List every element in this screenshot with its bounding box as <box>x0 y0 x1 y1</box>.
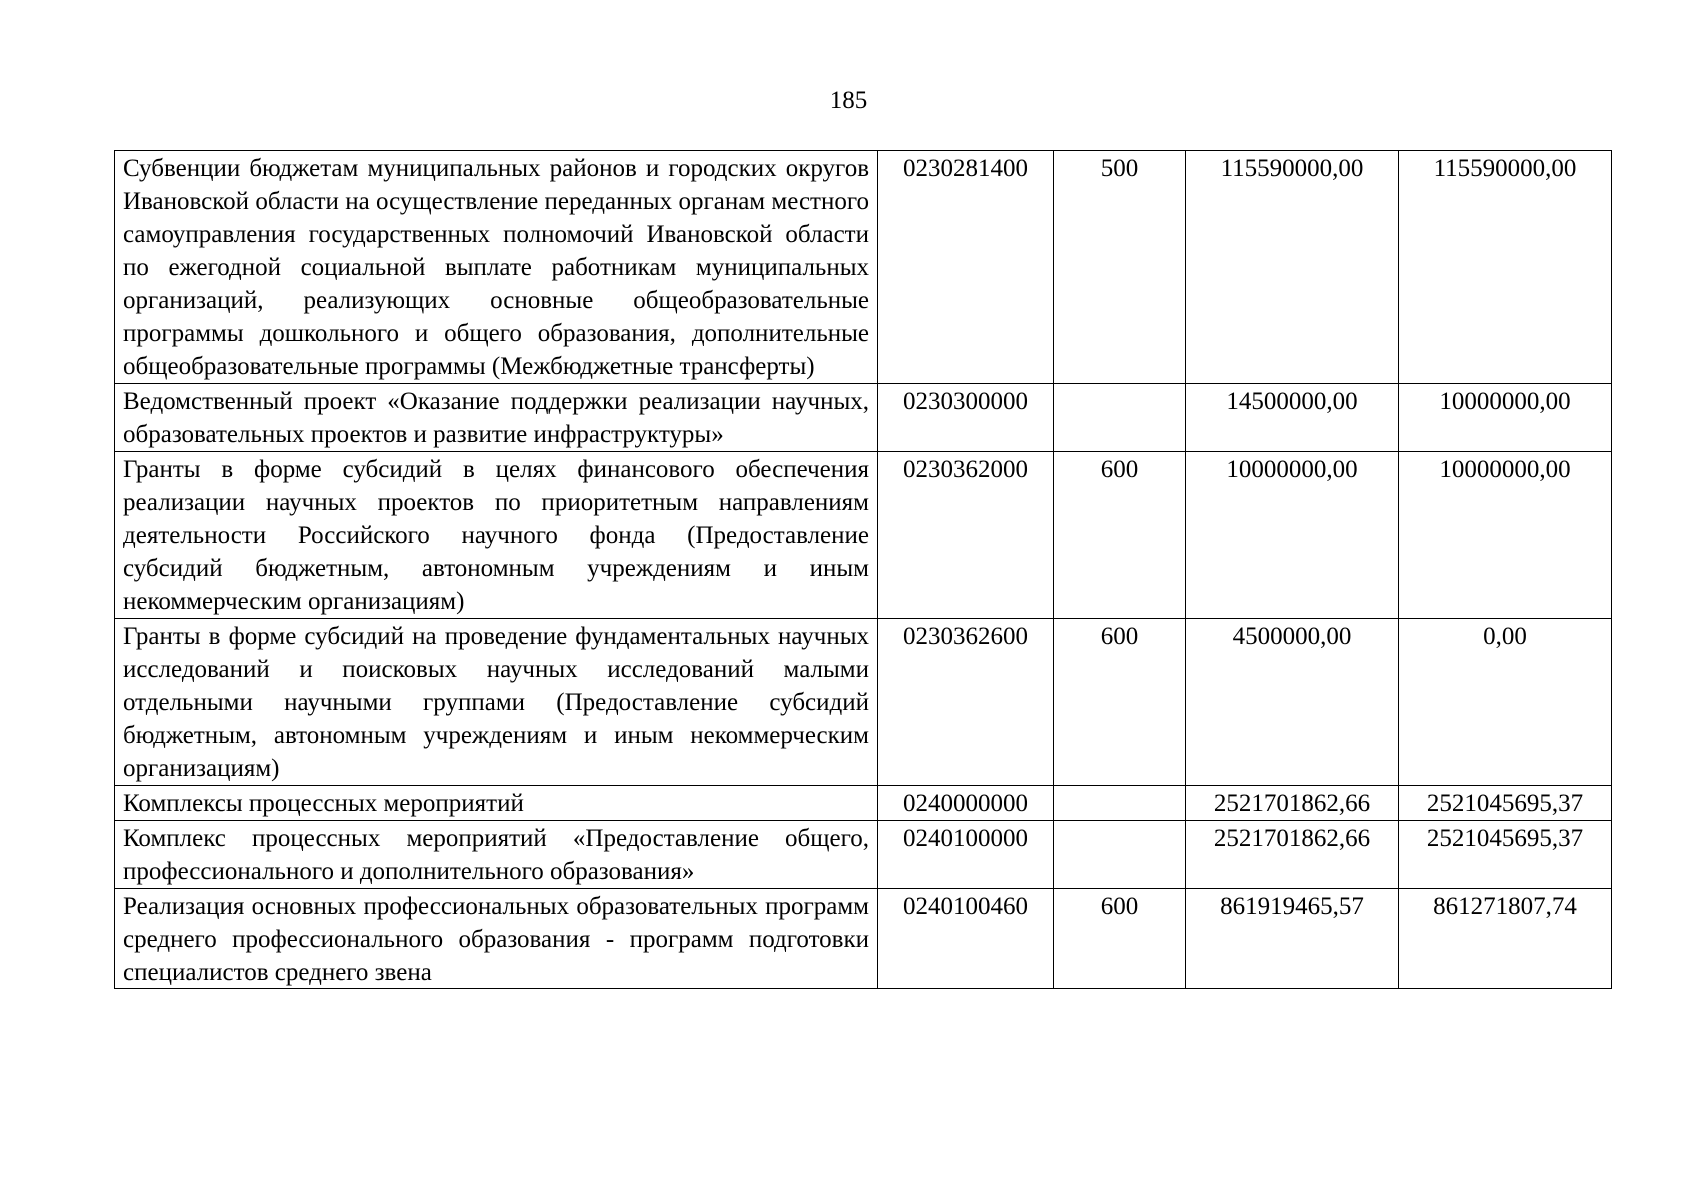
target-article-code: 0240000000 <box>878 786 1054 821</box>
amount-year-1: 14500000,00 <box>1186 384 1399 452</box>
expense-name: Реализация основных профессиональных образовательных программ среднего профессионального образования - программ подготовки специалистов среднего звена <box>123 893 869 986</box>
expense-name: Комплексы процессных мероприятий <box>115 786 878 821</box>
target-article-code: 0240100000 <box>878 821 1054 889</box>
expense-name: Субвенции бюджетам муниципальных районов и городских округов Ивановской области на осуществление переданных органам местного самоуправления государственных полномочий Ивановской области по ежегодной социальной выплате работникам муниципальных организаций, реализующих основные общеобразовательные программы дошкольного и общего образования, дополнительные общеобразовательные программы (Межбюджетные трансферты) <box>115 151 878 384</box>
target-article-code: 0230362000 <box>878 452 1054 619</box>
expense-name: Комплекс процессных мероприятий «Предоставление общего, профессионального и дополнительного образования» <box>115 821 878 889</box>
target-article-code: 0240100460 <box>878 889 1054 989</box>
expense-name: Ведомственный проект «Оказание поддержки реализации научных, образовательных проектов и развитие инфраструктуры» <box>115 384 878 452</box>
page-number: 185 <box>829 87 868 114</box>
expense-type-code: 600 <box>1054 619 1186 786</box>
table-row <box>115 619 1612 786</box>
expense-type-code <box>1054 384 1186 452</box>
expense-name: Гранты в форме субсидий на проведение фундаментальных научных исследований и поисковых научных исследований малыми отдельными научными группами (Предоставление субсидий бюджетным, автономным учреждениям и иным некоммерческим организациям) <box>115 619 878 786</box>
amount-year-1: 2521701862,66 <box>1186 821 1399 889</box>
table-row <box>115 151 1612 384</box>
amount-year-2: 10000000,00 <box>1399 452 1612 619</box>
expense-name-cell <box>115 889 878 989</box>
amount-year-1: 861919465,57 <box>1186 889 1399 989</box>
amount-year-2: 2521045695,37 <box>1399 786 1612 821</box>
amount-year-1: 2521701862,66 <box>1186 786 1399 821</box>
amount-year-2: 2521045695,37 <box>1399 821 1612 889</box>
target-article-code: 0230362600 <box>878 619 1054 786</box>
table-row <box>115 384 1612 452</box>
budget-table <box>114 150 1612 989</box>
amount-year-2: 861271807,74 <box>1399 889 1612 989</box>
amount-year-2: 0,00 <box>1399 619 1612 786</box>
expense-type-code <box>1054 786 1186 821</box>
expense-type-code: 500 <box>1054 151 1186 384</box>
expense-type-code: 600 <box>1054 889 1186 989</box>
table-row <box>115 452 1612 619</box>
amount-year-1: 4500000,00 <box>1186 619 1399 786</box>
expense-type-code: 600 <box>1054 452 1186 619</box>
target-article-code: 0230281400 <box>878 151 1054 384</box>
target-article-code: 0230300000 <box>878 384 1054 452</box>
table-row <box>115 821 1612 889</box>
expense-type-code <box>1054 821 1186 889</box>
amount-year-2: 10000000,00 <box>1399 384 1612 452</box>
amount-year-1: 115590000,00 <box>1186 151 1399 384</box>
table-row <box>115 889 1612 989</box>
table-row <box>115 786 1612 821</box>
expense-name: Гранты в форме субсидий в целях финансового обеспечения реализации научных проектов по приоритетным направлениям деятельности Российского научного фонда (Предоставление субсидий бюджетным, автономным учреждениям и иным некоммерческим организациям) <box>115 452 878 619</box>
amount-year-1: 10000000,00 <box>1186 452 1399 619</box>
amount-year-2: 115590000,00 <box>1399 151 1612 384</box>
